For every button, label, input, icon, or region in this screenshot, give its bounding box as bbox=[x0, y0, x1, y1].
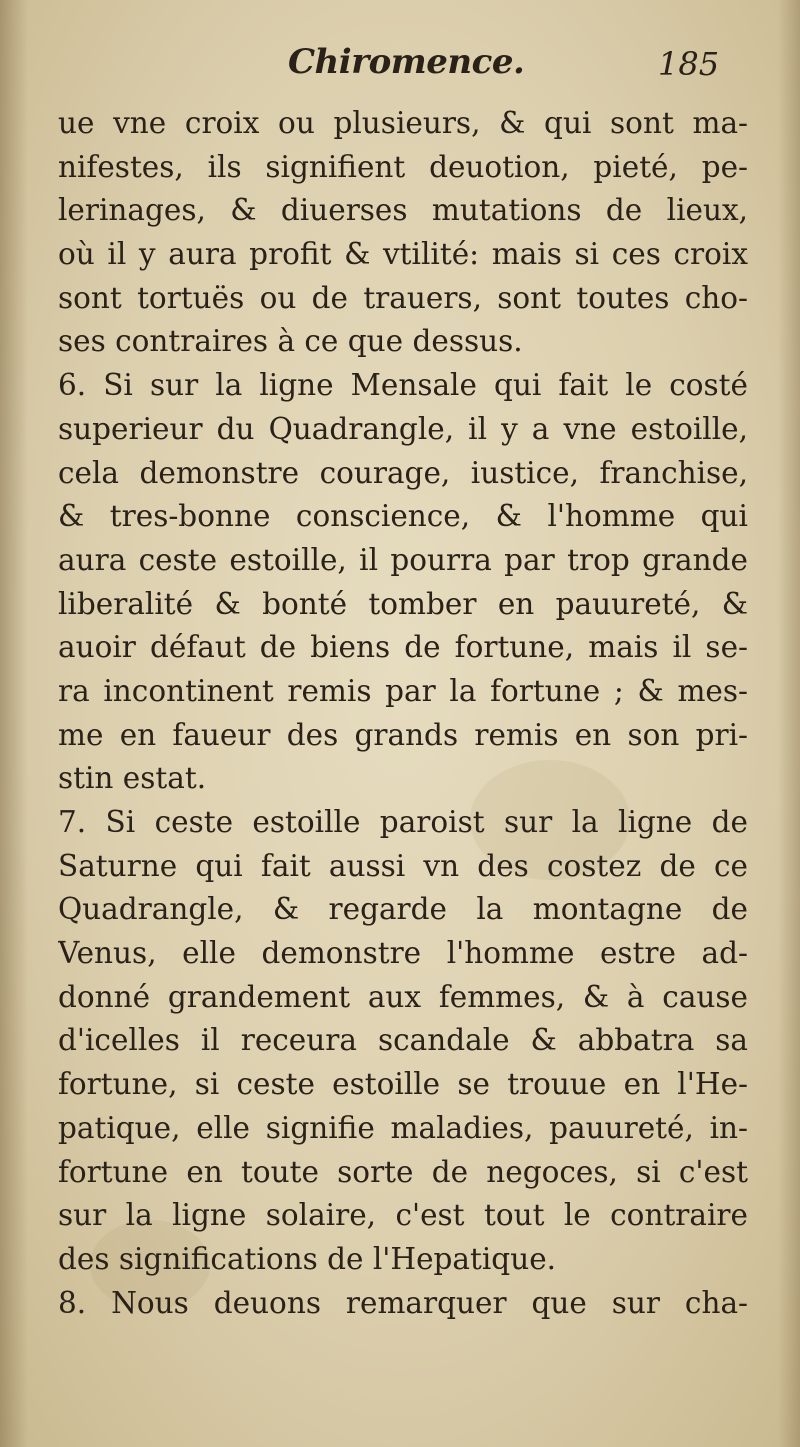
text-line: liberalité & bonté tomber en pauureté, & bbox=[58, 586, 748, 621]
text-line: où il y aura profit & vtilité: mais si ces croix bbox=[58, 237, 748, 272]
text-line: Venus, elle demonstre l'homme estre ad- bbox=[58, 936, 748, 971]
text-line: 8. Nous deuons remarquer que sur cha- bbox=[58, 1285, 748, 1320]
text-line: 7. Si ceste estoille paroist sur la ligne de bbox=[58, 805, 748, 839]
text-line: fortune en toute sorte de negoces, si c'est bbox=[58, 1154, 748, 1189]
text-line: sur la ligne solaire, c'est tout le contraire bbox=[58, 1198, 748, 1233]
text-line: me en faueur des grands remis en son pri- bbox=[58, 717, 748, 752]
text-line: nifestes, ils signifient deuotion, pieté, pe- bbox=[58, 149, 748, 184]
running-title: Chiromence. bbox=[288, 42, 525, 82]
text-line: Quadrangle, & regarde la montagne de bbox=[58, 892, 748, 927]
text-line: Saturne qui fait aussi vn des costez de ce bbox=[58, 848, 748, 883]
page-edge-shadow-right bbox=[778, 0, 800, 1447]
text-line: superieur du Quadrangle, il y a vne estoille, bbox=[58, 411, 748, 446]
text-line: ra incontinent remis par la fortune ; & mes- bbox=[58, 673, 748, 708]
text-line: ses contraires à ce que dessus. bbox=[58, 324, 523, 359]
text-line: des significations de l'Hepatique. bbox=[58, 1241, 557, 1276]
text-line: auoir défaut de biens de fortune, mais il se- bbox=[58, 630, 748, 665]
page-edge-shadow-left bbox=[0, 0, 28, 1447]
text-line: fortune, si ceste estoille se trouue en l'He- bbox=[58, 1067, 748, 1102]
text-line: patique, elle signifie maladies, pauureté, in- bbox=[58, 1110, 748, 1145]
text-line: cela demonstre courage, iustice, franchise, bbox=[58, 455, 748, 490]
text-line: lerinages, & diuerses mutations de lieux, bbox=[58, 193, 748, 228]
text-line: 6. Si sur la ligne Mensale qui fait le costé bbox=[58, 368, 748, 403]
body-text bbox=[58, 102, 748, 1325]
text-line: ue vne croix ou plusieurs, & qui sont ma- bbox=[58, 106, 748, 140]
page-header bbox=[0, 40, 800, 100]
text-line: donné grandement aux femmes, & à cause bbox=[58, 979, 748, 1014]
page-number: 185 bbox=[658, 45, 720, 83]
text-line: & tres-bonne conscience, & l'homme qui bbox=[58, 499, 748, 534]
text-line: stin estat. bbox=[58, 761, 207, 796]
text-line: d'icelles il receura scandale & abbatra sa bbox=[58, 1023, 748, 1058]
text-line: sont tortuës ou de trauers, sont toutes cho- bbox=[58, 280, 748, 315]
text-line: aura ceste estoille, il pourra par trop grande bbox=[58, 542, 748, 577]
